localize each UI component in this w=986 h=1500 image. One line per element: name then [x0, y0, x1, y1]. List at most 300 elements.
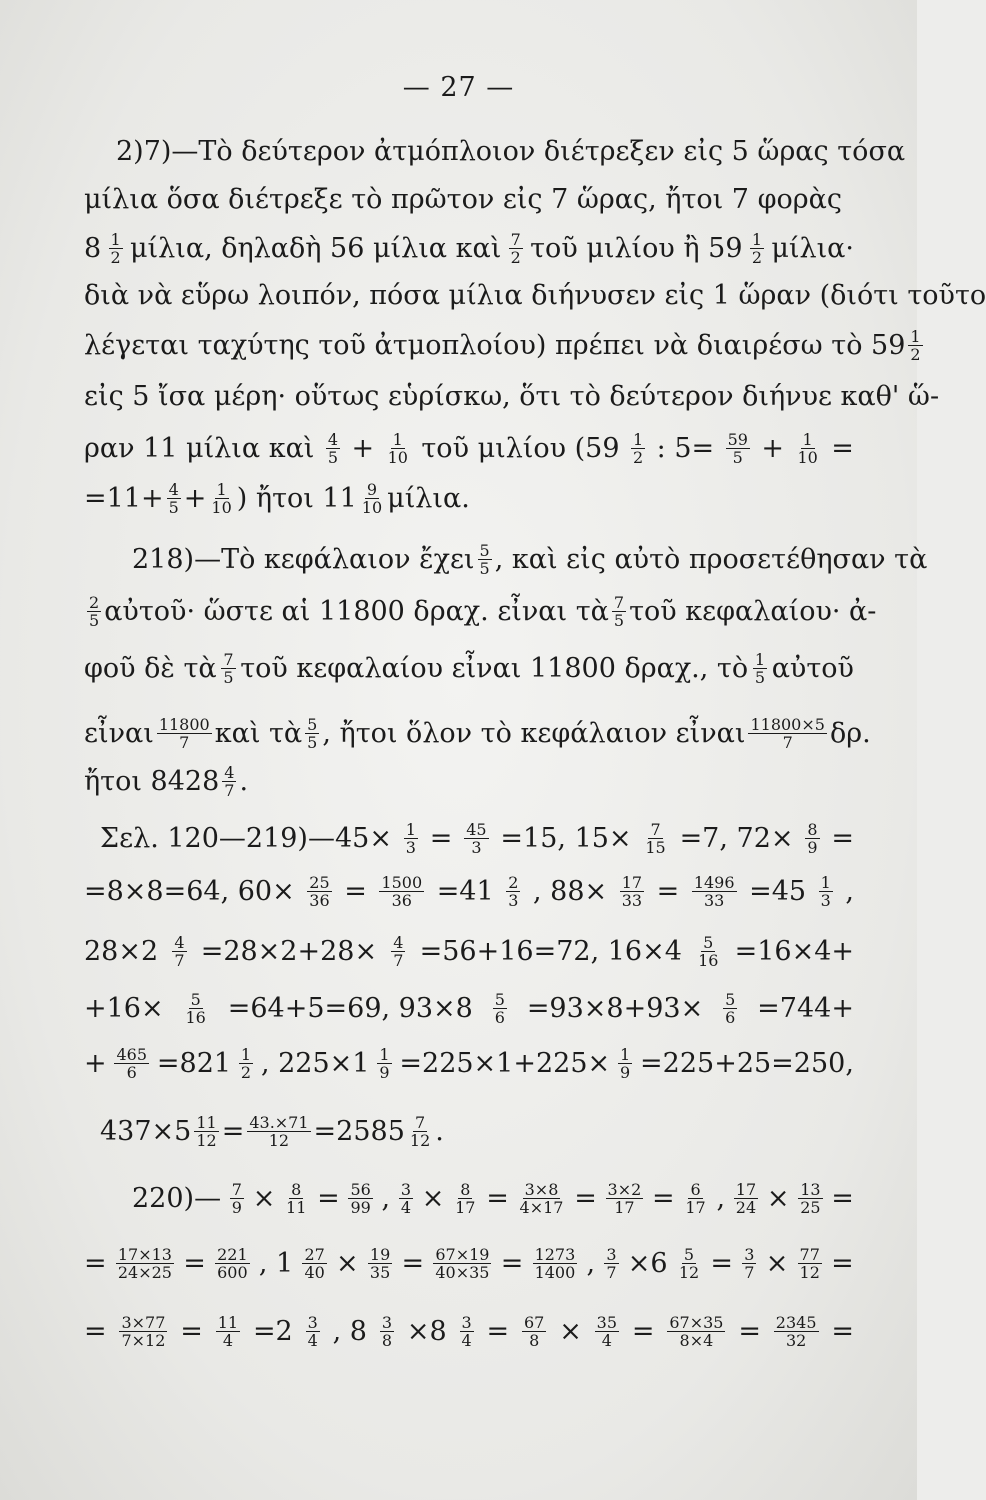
- fraction-numerator: 19: [369, 1244, 391, 1264]
- text-run: =225+25=250,: [640, 1047, 854, 1079]
- fraction: [692, 874, 737, 909]
- text-run: =: [738, 1315, 761, 1347]
- text-run: =2: [252, 1315, 293, 1347]
- fraction: [595, 1314, 619, 1349]
- fraction: [230, 1181, 244, 1216]
- fraction-numerator: 7: [650, 819, 661, 839]
- fraction: [734, 1181, 758, 1216]
- fraction-denominator: 9: [379, 1062, 390, 1082]
- fraction-numerator: 1: [392, 429, 403, 449]
- fraction-denominator: 12: [268, 1130, 290, 1150]
- fraction-numerator: 1: [379, 1044, 390, 1064]
- text-line: [84, 868, 854, 914]
- fraction-numerator: 3: [461, 1312, 472, 1332]
- fraction-denominator: 7: [744, 1262, 755, 1282]
- fraction-denominator: 6: [494, 1007, 505, 1027]
- fraction: [377, 1046, 391, 1081]
- fraction: [221, 651, 235, 686]
- fraction-numerator: 1: [620, 1044, 631, 1064]
- fraction: [805, 821, 819, 856]
- fraction: [167, 481, 181, 516]
- fraction-denominator: 9: [620, 1062, 631, 1082]
- fraction: [696, 934, 720, 969]
- fraction-numerator: 1: [751, 229, 763, 249]
- text-run: ×: [766, 1182, 790, 1214]
- fraction-denominator: 4×17: [519, 1197, 564, 1217]
- fraction: [522, 1314, 546, 1349]
- fraction-numerator: 5: [190, 989, 201, 1009]
- fraction-denominator: 6: [725, 1007, 736, 1027]
- fraction: [618, 1046, 632, 1081]
- text-line: [84, 1240, 854, 1286]
- fraction: [742, 1246, 756, 1281]
- text-run: καὶ τὰ: [214, 717, 303, 749]
- fraction-numerator: 1: [910, 326, 921, 346]
- fraction: [399, 1181, 413, 1216]
- text-run: +16×: [84, 992, 164, 1024]
- text-run: ,: [586, 1247, 596, 1279]
- text-run: =11+: [84, 482, 164, 514]
- text-run: , ἤτοι ὅλον τὸ κεφάλαιον εἶναι: [322, 717, 746, 749]
- fraction-denominator: 36: [309, 890, 330, 910]
- fraction: [404, 821, 418, 856]
- text-run: =15, 15×: [500, 822, 632, 854]
- fraction: [748, 716, 826, 751]
- text-run: 218)—Τὸ κεφάλαιον ἔχει: [132, 543, 475, 575]
- fraction: [726, 431, 750, 466]
- fraction-denominator: 2: [910, 344, 921, 364]
- fraction-denominator: 3: [471, 837, 482, 857]
- fraction-numerator: 4: [327, 429, 339, 449]
- fraction-denominator: 7: [174, 950, 185, 970]
- fraction: [408, 1114, 432, 1149]
- fraction: [774, 1314, 819, 1349]
- fraction-numerator: 1: [820, 872, 831, 892]
- fraction-numerator: 4: [224, 762, 235, 782]
- fraction-denominator: 5: [168, 497, 179, 517]
- fraction: [379, 874, 424, 909]
- text-line: [84, 758, 854, 804]
- text-run: 220)—: [132, 1182, 222, 1214]
- fraction-numerator: 77: [799, 1244, 820, 1264]
- text-line: [100, 815, 854, 861]
- text-line: [84, 710, 871, 756]
- text-run: =: [574, 1182, 597, 1214]
- fraction-numerator: 1: [240, 1044, 252, 1064]
- fraction-numerator: 3: [744, 1244, 755, 1264]
- fraction-denominator: 7: [179, 732, 190, 752]
- text-run: ×8: [406, 1315, 447, 1347]
- fraction: [612, 594, 626, 629]
- text-run: =: [486, 1315, 510, 1347]
- text-run: =: [429, 822, 453, 854]
- fraction-numerator: 3×2: [607, 1179, 642, 1199]
- fraction-numerator: 9: [366, 479, 378, 499]
- fraction: [798, 1181, 822, 1216]
- text-run: =225×1+225×: [399, 1047, 611, 1079]
- fraction-denominator: 4: [400, 1197, 412, 1217]
- fraction-denominator: 2: [633, 447, 644, 467]
- text-run: .: [239, 765, 249, 797]
- text-run: Σελ. 120—219)—45×: [100, 822, 392, 854]
- text-run: =: [84, 1247, 107, 1279]
- text-line: [84, 475, 854, 521]
- fraction-numerator: 43.×71: [249, 1112, 309, 1132]
- fraction-denominator: 36: [391, 890, 412, 910]
- fraction: [386, 431, 410, 466]
- fraction-denominator: 7: [393, 950, 404, 970]
- fraction-denominator: 2: [110, 247, 121, 267]
- fraction: [819, 874, 833, 909]
- text-run: φοῦ δὲ τὰ: [84, 652, 217, 684]
- fraction-denominator: 9: [807, 837, 818, 857]
- fraction-denominator: 5: [327, 447, 339, 467]
- text-run: δρ.: [829, 717, 871, 749]
- text-run: =744+: [757, 992, 854, 1024]
- text-run: ἤτοι 8428: [84, 765, 220, 797]
- fraction-denominator: 33: [703, 890, 725, 910]
- text-run: =: [831, 1182, 854, 1214]
- fraction: [157, 716, 212, 751]
- fraction: [380, 1314, 394, 1349]
- fraction: [493, 991, 507, 1026]
- text-run: , 225×1: [260, 1047, 370, 1079]
- fraction-numerator: 11800: [158, 714, 210, 734]
- fraction-numerator: 221: [217, 1244, 248, 1264]
- fraction-denominator: 5: [479, 558, 490, 578]
- fraction-denominator: 8: [381, 1330, 392, 1350]
- text-run: =93×8+93×: [526, 992, 704, 1024]
- fraction: [795, 431, 819, 466]
- fraction-numerator: 7: [231, 1179, 242, 1199]
- fraction-numerator: 7: [613, 592, 625, 612]
- fraction-denominator: 8×4: [679, 1330, 714, 1350]
- fraction: [433, 1246, 491, 1281]
- text-run: =: [180, 1315, 203, 1347]
- text-run: =2585: [313, 1115, 405, 1147]
- fraction: [753, 651, 767, 686]
- text-run: =8×8=64, 60×: [84, 875, 295, 907]
- text-run: 28×2: [84, 935, 159, 967]
- text-run: εἶναι: [84, 717, 154, 749]
- text-run: .: [435, 1115, 444, 1147]
- text-run: διὰ νὰ εὕρω λοιπόν, πόσα μίλια διήνυσεν εἰς 1 ὥραν (διότι τοῦτο: [84, 279, 986, 311]
- fraction-denominator: 17: [685, 1197, 706, 1217]
- fraction-denominator: 4: [461, 1330, 472, 1350]
- fraction-denominator: 10: [211, 497, 232, 517]
- text-run: =: [831, 822, 854, 854]
- text-run: ×6: [627, 1247, 668, 1279]
- fraction-numerator: 11: [217, 1312, 239, 1332]
- text-run: =: [652, 1182, 675, 1214]
- fraction: [677, 1246, 701, 1281]
- fraction-denominator: 16: [185, 1007, 206, 1027]
- fraction-denominator: 4: [222, 1330, 233, 1350]
- fraction-numerator: 5: [494, 989, 505, 1009]
- fraction: [460, 1314, 474, 1349]
- fraction-denominator: 10: [361, 497, 383, 517]
- text-run: =821: [156, 1047, 232, 1079]
- text-run: ×: [336, 1247, 359, 1279]
- fraction: [284, 1181, 308, 1216]
- fraction-denominator: 3: [508, 890, 519, 910]
- fraction-denominator: 10: [387, 447, 408, 467]
- text-line: [132, 1175, 854, 1221]
- text-run: =: [710, 1247, 734, 1279]
- fraction-numerator: 7: [510, 229, 521, 249]
- fraction-denominator: 17: [455, 1197, 476, 1217]
- fraction-denominator: 7: [782, 732, 793, 752]
- fraction-denominator: 5: [223, 667, 234, 687]
- fraction-numerator: 1: [802, 429, 813, 449]
- fraction-denominator: 99: [350, 1197, 371, 1217]
- text-run: +: [84, 1047, 107, 1079]
- fraction: [750, 231, 764, 266]
- text-run: =16×4+: [734, 935, 854, 967]
- fraction-numerator: 8: [460, 1179, 471, 1199]
- fraction-numerator: 25: [309, 872, 330, 892]
- fraction-numerator: 4: [168, 479, 179, 499]
- text-run: ×: [252, 1182, 276, 1214]
- fraction: [348, 1181, 372, 1216]
- fraction-denominator: 7: [224, 780, 235, 800]
- fraction: [307, 874, 331, 909]
- fraction: [620, 874, 644, 909]
- fraction: [453, 1181, 477, 1216]
- text-run: =: [486, 1182, 509, 1214]
- text-run: =28×2+28×: [200, 935, 378, 967]
- fraction: [209, 481, 233, 516]
- fraction-denominator: 5: [307, 732, 318, 752]
- fraction-denominator: 24: [735, 1197, 757, 1217]
- fraction-denominator: 600: [217, 1262, 248, 1282]
- text-run: +: [351, 432, 375, 464]
- text-line: [116, 128, 906, 174]
- text-run: ,: [381, 1182, 391, 1214]
- fraction: [360, 481, 384, 516]
- fraction-numerator: 3×77: [121, 1312, 166, 1332]
- text-line: [84, 176, 854, 222]
- text-run: =56+16=72, 16×4: [419, 935, 682, 967]
- fraction-numerator: 7: [414, 1112, 426, 1132]
- text-run: ×: [765, 1247, 789, 1279]
- fraction-denominator: 1400: [534, 1262, 576, 1282]
- text-run: , καὶ εἰς αὐτὸ προσετέθησαν τὰ: [494, 543, 928, 575]
- fraction-denominator: 5: [732, 447, 743, 467]
- fraction: [478, 542, 492, 577]
- fraction-numerator: 465: [116, 1044, 148, 1064]
- fraction-numerator: 59: [727, 429, 748, 449]
- text-line: [84, 272, 986, 318]
- text-run: , 1: [258, 1247, 294, 1279]
- text-run: ) ἤτοι 11: [236, 482, 357, 514]
- fraction: [109, 231, 123, 266]
- text-run: εἰς 5 ἴσα μέρη· οὕτως εὑρίσκω, ὅτι τὸ δεύτερον διήνυε καθ' ὥ-: [84, 380, 940, 412]
- fraction: [518, 1181, 566, 1216]
- fraction-denominator: 12: [799, 1262, 820, 1282]
- fraction-denominator: 3: [405, 837, 416, 857]
- text-run: ×: [421, 1182, 445, 1214]
- text-line: [84, 425, 854, 471]
- fraction: [305, 716, 319, 751]
- fraction-numerator: 11: [196, 1112, 217, 1132]
- fraction-numerator: 1: [754, 649, 765, 669]
- fraction: [119, 1314, 167, 1349]
- text-run: τοῦ μιλίου ἢ 59: [530, 232, 743, 264]
- fraction: [606, 1181, 644, 1216]
- fraction-numerator: 27: [304, 1244, 325, 1264]
- fraction-numerator: 3: [606, 1244, 617, 1264]
- fraction: [302, 1246, 326, 1281]
- text-line: [84, 225, 854, 271]
- text-run: μίλια.: [387, 482, 470, 514]
- fraction-numerator: 7: [223, 649, 234, 669]
- fraction: [172, 934, 186, 969]
- text-run: μίλια, δηλαδὴ 56 μίλια καὶ: [130, 232, 502, 264]
- fraction: [215, 1246, 250, 1281]
- text-run: =: [500, 1247, 524, 1279]
- fraction: [533, 1246, 578, 1281]
- fraction-numerator: 35: [596, 1312, 618, 1332]
- fraction-numerator: 67×19: [435, 1244, 490, 1264]
- fraction-denominator: 4: [601, 1330, 612, 1350]
- fraction-numerator: 1273: [534, 1244, 576, 1264]
- fraction-numerator: 2345: [775, 1312, 817, 1332]
- fraction: [509, 231, 523, 266]
- text-run: λέγεται ταχύτης τοῦ ἀτμοπλοίου) πρέπει νὰ διαιρέσω τὸ 59: [84, 329, 906, 361]
- text-run: ×: [559, 1315, 582, 1347]
- fraction-denominator: 10: [797, 447, 818, 467]
- fraction-numerator: 5: [683, 1244, 695, 1264]
- fraction-numerator: 3: [307, 1312, 318, 1332]
- text-line: [84, 645, 854, 691]
- fraction-denominator: 12: [678, 1262, 700, 1282]
- text-line: [132, 536, 928, 582]
- text-run: αὐτοῦ· ὥστε αἱ 11800 δραχ. εἶναι τὰ: [104, 595, 609, 627]
- fraction-numerator: 6: [690, 1179, 701, 1199]
- text-run: : 5=: [656, 432, 715, 464]
- fraction: [306, 1314, 320, 1349]
- fraction-denominator: 5: [89, 610, 100, 630]
- fraction-numerator: 17: [735, 1179, 757, 1199]
- fraction-denominator: 9: [231, 1197, 242, 1217]
- fraction-numerator: 1: [633, 429, 644, 449]
- fraction-denominator: 25: [800, 1197, 821, 1217]
- text-run: τοῦ κεφαλαίου εἶναι 11800 δραχ., τὸ: [240, 652, 749, 684]
- text-line: [84, 1040, 854, 1086]
- fraction-denominator: 17: [614, 1197, 635, 1217]
- fraction: [506, 874, 520, 909]
- fraction-denominator: 33: [621, 890, 643, 910]
- fraction: [631, 431, 645, 466]
- fraction: [368, 1246, 392, 1281]
- fraction-numerator: 8: [807, 819, 818, 839]
- text-run: =: [84, 1315, 107, 1347]
- fraction: [723, 991, 737, 1026]
- fraction: [604, 1246, 618, 1281]
- text-line: [84, 1308, 854, 1354]
- fraction: [391, 934, 405, 969]
- fraction-numerator: 45: [466, 819, 487, 839]
- text-line: [84, 373, 940, 419]
- text-run: =: [183, 1247, 206, 1279]
- fraction: [798, 1246, 822, 1281]
- text-run: 2)7)—Τὸ δεύτερον ἀτμόπλοιον διέτρεξεν εἰς 5 ὥρας τόσα: [116, 135, 906, 167]
- text-run: =: [831, 432, 854, 464]
- fraction-numerator: 8: [291, 1179, 302, 1199]
- text-run: =64+5=69, 93×8: [227, 992, 473, 1024]
- fraction: [239, 1046, 253, 1081]
- text-run: =: [344, 875, 367, 907]
- text-run: =45: [749, 875, 807, 907]
- text-run: =7, 72×: [679, 822, 794, 854]
- text-line: [84, 588, 877, 634]
- fraction-denominator: 4: [307, 1330, 318, 1350]
- fraction-numerator: 1: [110, 229, 121, 249]
- fraction-numerator: 1: [405, 819, 416, 839]
- fraction-denominator: 32: [785, 1330, 807, 1350]
- fraction-denominator: 12: [409, 1130, 431, 1150]
- text-run: , 88×: [532, 875, 608, 907]
- fraction-numerator: 1: [216, 479, 227, 499]
- fraction-denominator: 12: [196, 1130, 217, 1150]
- text-run: =: [656, 875, 680, 907]
- text-run: ,: [716, 1182, 726, 1214]
- fraction-denominator: 6: [126, 1062, 137, 1082]
- text-line: [84, 928, 854, 974]
- fraction-numerator: 4: [174, 932, 185, 952]
- fraction-denominator: 5: [754, 667, 765, 687]
- fraction: [326, 431, 340, 466]
- fraction: [247, 1114, 310, 1149]
- fraction: [116, 1246, 174, 1281]
- text-line: [100, 1108, 854, 1154]
- fraction: [643, 821, 667, 856]
- fraction-denominator: 5: [613, 610, 625, 630]
- fraction-numerator: 1500: [381, 872, 423, 892]
- text-run: μίλια ὅσα διέτρεξε τὸ πρῶτον εἰς 7 ὥρας, ἤτοι 7 φορὰς: [84, 183, 842, 215]
- fraction: [667, 1314, 725, 1349]
- fraction-numerator: 3: [381, 1312, 392, 1332]
- fraction: [114, 1046, 149, 1081]
- fraction-denominator: 7×12: [121, 1330, 166, 1350]
- text-run: αὐτοῦ: [771, 652, 854, 684]
- fraction-denominator: 3: [820, 890, 831, 910]
- text-line: [84, 985, 854, 1031]
- fraction-numerator: 56: [350, 1179, 371, 1199]
- fraction-denominator: 16: [698, 950, 719, 970]
- fraction: [216, 1314, 240, 1349]
- fraction-denominator: 15: [645, 837, 666, 857]
- text-run: ραν 11 μίλια καὶ: [84, 432, 315, 464]
- fraction-numerator: 3×8: [524, 1179, 559, 1199]
- text-run: ,: [845, 875, 854, 907]
- fraction-denominator: 40×35: [435, 1262, 490, 1282]
- fraction-denominator: 2: [751, 247, 763, 267]
- fraction: [464, 821, 488, 856]
- fraction-numerator: 67: [524, 1312, 545, 1332]
- text-run: =: [317, 1182, 340, 1214]
- fraction-numerator: 2: [89, 592, 100, 612]
- fraction-denominator: 40: [304, 1262, 325, 1282]
- text-run: +: [183, 482, 207, 514]
- fraction-numerator: 11800×5: [750, 714, 825, 734]
- text-run: =: [221, 1115, 245, 1147]
- text-run: 437×5: [100, 1115, 192, 1147]
- fraction-numerator: 5: [725, 989, 736, 1009]
- text-run: +: [761, 432, 785, 464]
- text-run: 8: [84, 232, 102, 264]
